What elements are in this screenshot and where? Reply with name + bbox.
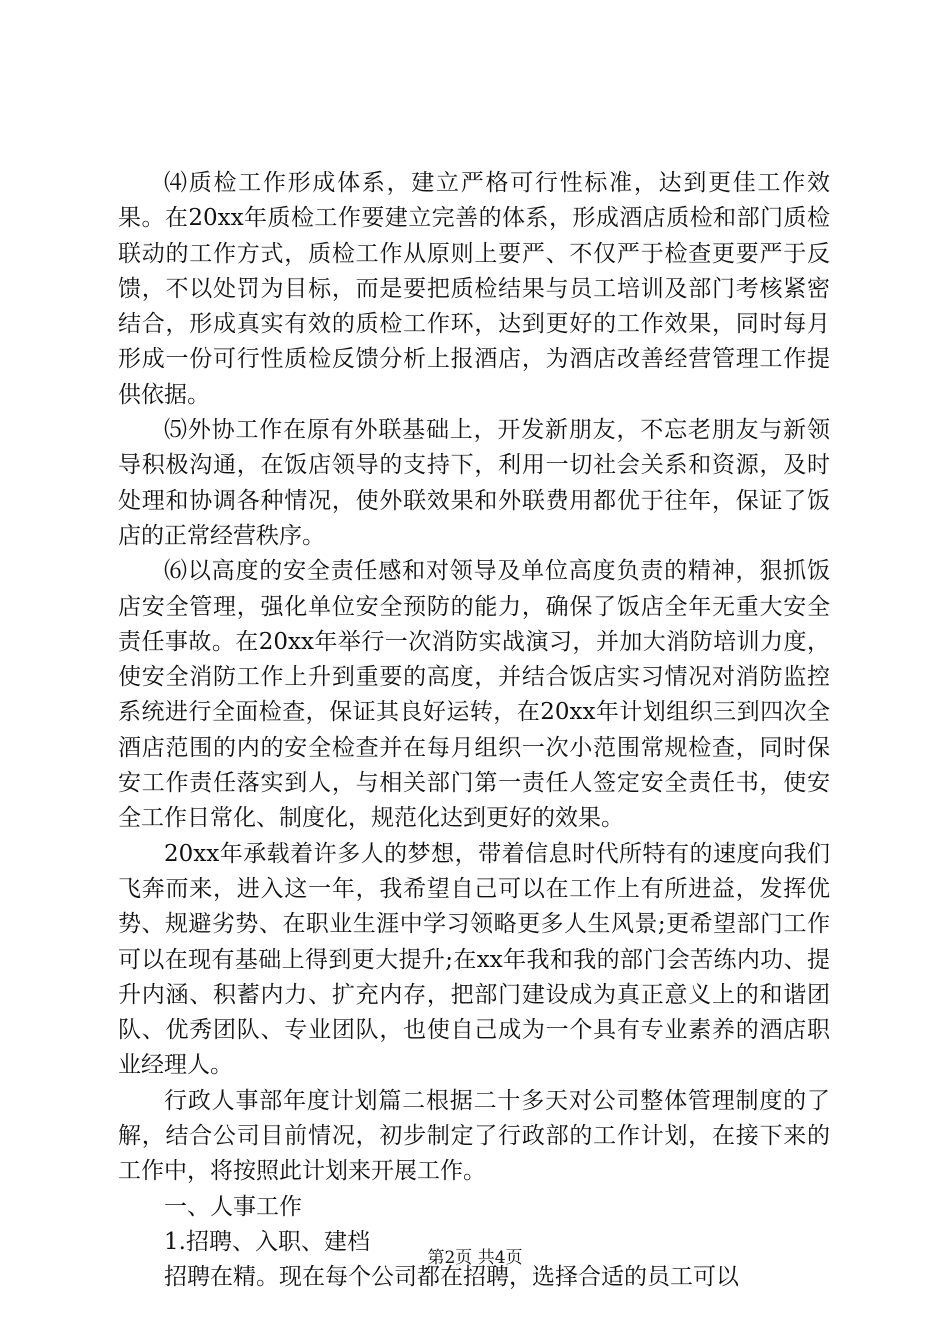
paragraph-external-relations: ⑸外协工作在原有外联基础上，开发新朋友，不忘老朋友与新领导积极沟通，在饭店领导的支持下，利用一切社会关系和资源，及时处理和协调各种情况，使外联效果和外联费用都优于往年，保证了饭店的正常经营秩序。 xyxy=(118,417,830,549)
page-number-footer: 第2页 共4页 xyxy=(427,1248,523,1268)
paragraph-safety-management: ⑹以高度的安全责任感和对领导及单位高度负责的精神，狠抓饭店安全管理，强化单位安全预防的能力，确保了饭店全年无重大安全责任事故。在20xx年举行一次消防实战演习，并加大消防培训力度，使安全消防工作上升到重要的高度，并结合饭店实习情况对消防监控系统进行全面检查，保证其良好运转，在20xx年计划组织三到四次全酒店范围的内的安全检查并在每月组织一次小范围常规检查，同时保安工作责任落实到人，与相关部门第一责任人签定安全责任书，使安全工作日常化、制度化，规范化达到更好的效果。 xyxy=(118,558,830,832)
paragraph-admin-plan-intro: 行政人事部年度计划篇二根据二十多天对公司整体管理制度的了解，结合公司目前情况，初步制定了行政部的工作计划，在接下来的工作中，将按照此计划来开展工作。 xyxy=(118,1087,830,1185)
document-body xyxy=(118,166,830,1296)
heading-recruitment: 1.招聘、入职、建档 xyxy=(164,1228,370,1255)
heading-personnel-work: 一、人事工作 xyxy=(164,1193,302,1220)
paragraph-year-outlook: 20xx年承载着许多人的梦想，带着信息时代所特有的速度向我们飞奔而来，进入这一年，我希望自己可以在工作上有所进益，发挥优势、规避劣势、在职业生涯中学习领略更多人生风景;更希望部门工作可以在现有基础上得到更大提升;在xx年我和我的部门会苦练内功、提升内涵、积蓄内力、扩充内存，把部门建设成为真正意义上的和谐团队、优秀团队、专业团队，也使自己成为一个具有专业素养的酒店职业经理人。 xyxy=(118,840,830,1079)
paragraph-quality-inspection: ⑷质检工作形成体系，建立严格可行性标准，达到更佳工作效果。在20xx年质检工作要建立完善的体系，形成酒店质检和部门质检联动的工作方式，质检工作从原则上要严、不仅严于检查更要严于反馈，不以处罚为目标，而是要把质检结果与员工培训及部门考核紧密结合，形成真实有效的质检工作环，达到更好的工作效果，同时每月形成一份可行性质检反馈分析上报酒店，为酒店改善经营管理工作提供依据。 xyxy=(118,170,830,408)
paragraph-recruitment: 招聘在精。现在每个公司都在招聘，选择合适的员工可以 xyxy=(164,1264,739,1291)
